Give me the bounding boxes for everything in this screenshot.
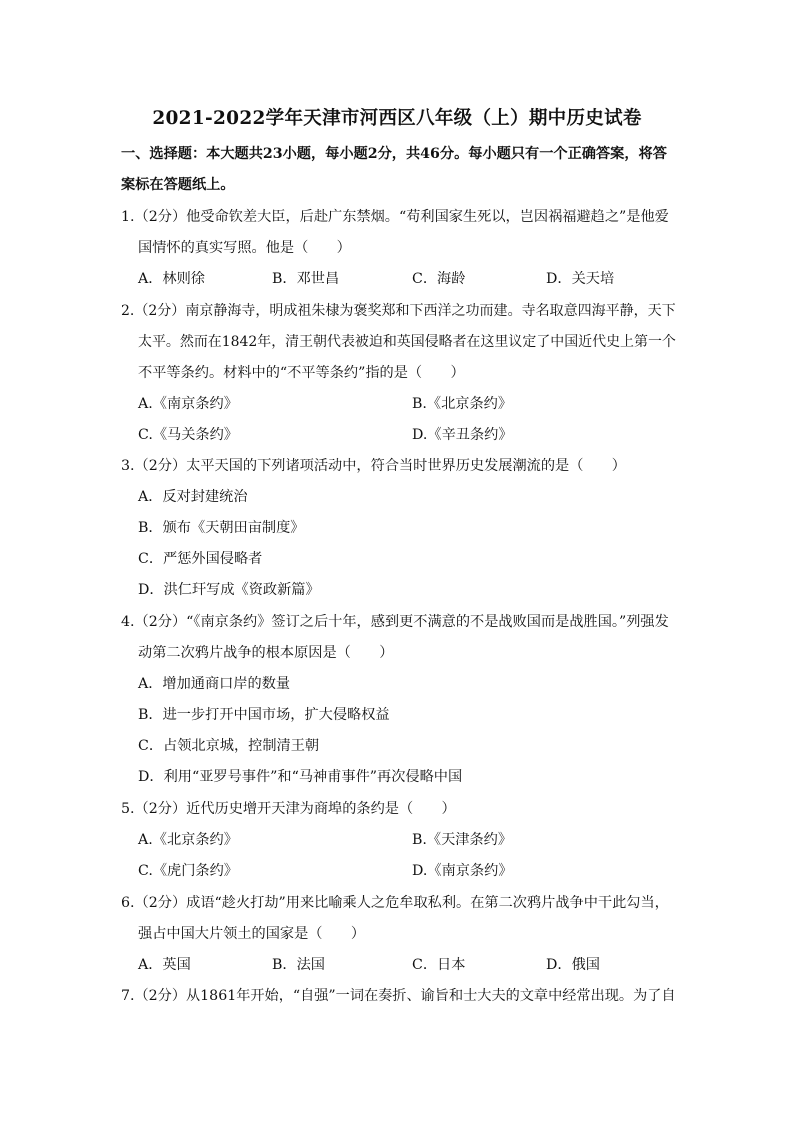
section-instructions-line-2: 案标在答题纸上。 — [121, 177, 235, 193]
question-4-line-2: 动第二次鸦片战争的根本原因是（ ） — [138, 645, 394, 661]
question-1-option-b[interactable]: B．邓世昌 — [272, 271, 340, 287]
question-2-line-3: 不平等条约。材料中的“不平等条约”指的是（ ） — [138, 365, 465, 381]
question-2-line-2: 太平。然而在1842年，清王朝代表被迫和英国侵略者在这里议定了中国近代史上第一个 — [138, 334, 676, 350]
question-3-option-c[interactable]: C．严惩外国侵略者 — [138, 551, 263, 567]
question-2-option-b[interactable]: B.《北京条约》 — [412, 396, 513, 412]
question-1-option-c[interactable]: C．海龄 — [412, 271, 466, 287]
question-3-line-1: 3.（2分）太平天国的下列诸项活动中，符合当时世界历史发展潮流的是（ ） — [121, 458, 626, 474]
question-2-option-c[interactable]: C.《马关条约》 — [138, 427, 238, 443]
question-5-option-c[interactable]: C.《虎门条约》 — [138, 863, 238, 879]
question-3-option-b[interactable]: B．颁布《天朝田亩制度》 — [138, 520, 305, 536]
question-3-option-a[interactable]: A．反对封建统治 — [138, 489, 248, 505]
question-6-option-a[interactable]: A．英国 — [138, 957, 191, 973]
section-instructions-line-1: 一、选择题：本大题共23小题，每小题2分，共46分。每小题只有一个正确答案，将答 — [121, 146, 667, 162]
question-4-option-a[interactable]: A．增加通商口岸的数量 — [138, 676, 291, 692]
question-2-option-a[interactable]: A.《南京条约》 — [138, 396, 238, 412]
question-1-line-1: 1.（2分）他受命钦差大臣，后赴广东禁烟。“苟利国家生死以，岂因祸福避趋之”是他爱 — [121, 209, 669, 225]
question-3-option-d[interactable]: D．洪仁玕写成《资政新篇》 — [138, 582, 320, 598]
question-7-line-1: 7.（2分）从1861年开始，“自强”一词在奏折、谕旨和士大夫的文章中经常出现。为了自 — [121, 988, 676, 1004]
question-5-option-a[interactable]: A.《北京条约》 — [138, 832, 238, 848]
question-4-line-1: 4.（2分）“《南京条约》签订之后十年，感到更不满意的不是战败国而是战胜国。”列强发 — [121, 614, 669, 630]
question-5-option-d[interactable]: D.《南京条约》 — [412, 863, 513, 879]
question-6-option-b[interactable]: B．法国 — [272, 957, 325, 973]
question-1-option-a[interactable]: A．林则徐 — [138, 271, 205, 287]
question-6-line-2: 强占中国大片领土的国家是（ ） — [138, 926, 366, 942]
question-2-option-d[interactable]: D.《辛丑条约》 — [412, 427, 513, 443]
question-4-option-b[interactable]: B．进一步打开中国市场，扩大侵略权益 — [138, 707, 390, 723]
question-4-option-d[interactable]: D．利用“亚罗号事件”和“马神甫事件”再次侵略中国 — [138, 769, 463, 785]
question-6-option-d[interactable]: D．俄国 — [546, 957, 600, 973]
question-6-option-c[interactable]: C．日本 — [412, 957, 466, 973]
question-6-line-1: 6.（2分）成语“趁火打劫”用来比喻乘人之危牟取私利。在第二次鸦片战争中干此勾当， — [121, 895, 669, 911]
question-1-option-d[interactable]: D．关天培 — [546, 271, 615, 287]
exam-title: 2021-2022学年天津市河西区八年级（上）期中历史试卷 — [152, 108, 642, 129]
question-5-line-1: 5.（2分）近代历史增开天津为商埠的条约是（ ） — [121, 801, 456, 817]
question-4-option-c[interactable]: C．占领北京城，控制清王朝 — [138, 738, 320, 754]
question-5-option-b[interactable]: B.《天津条约》 — [412, 832, 513, 848]
question-2-line-1: 2.（2分）南京静海寺，明成祖朱棣为褒奖郑和下西洋之功而建。寺名取意四海平静，天下 — [121, 303, 676, 319]
question-1-line-2: 国情怀的真实写照。他是（ ） — [138, 240, 351, 256]
